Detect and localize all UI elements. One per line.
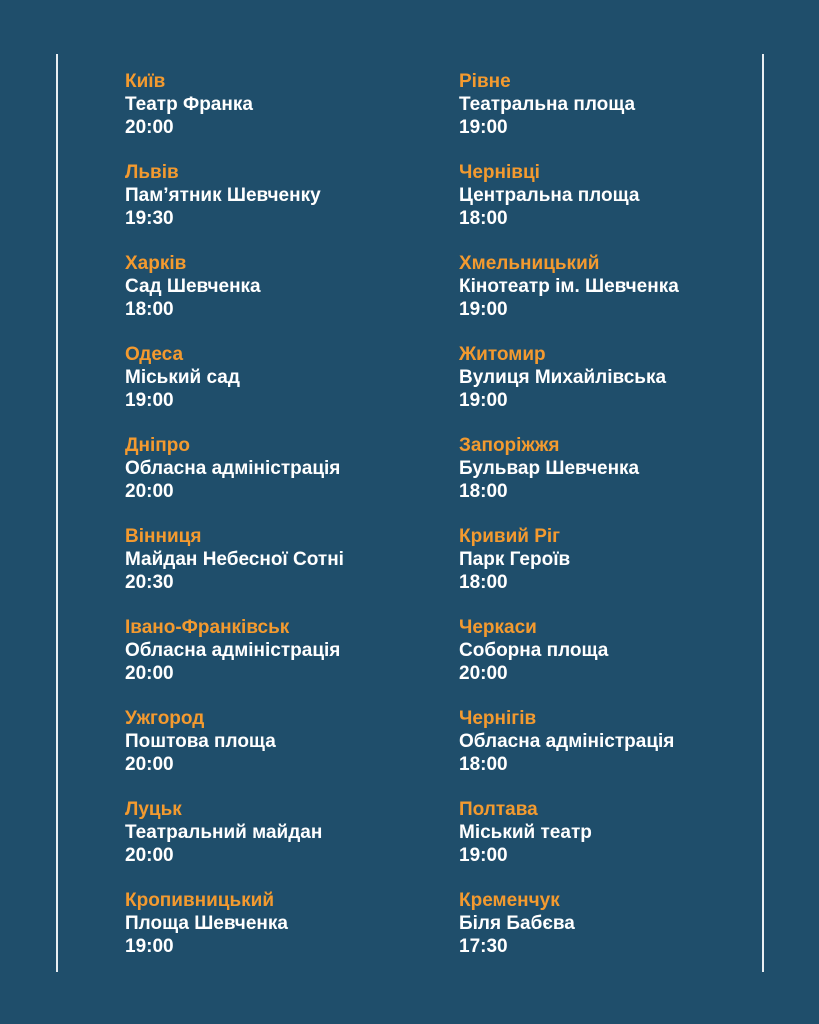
venue-name: Театральний майдан: [125, 822, 323, 843]
schedule-entry: [125, 252, 344, 343]
event-time: 20:00: [125, 481, 174, 502]
event-time: 20:00: [125, 117, 174, 138]
event-time: 19:00: [459, 845, 508, 866]
city-name: Рівне: [459, 71, 511, 92]
city-name: Кременчук: [459, 890, 560, 911]
city-name: Ужгород: [125, 708, 205, 729]
event-time: 18:00: [459, 208, 508, 229]
event-time: 18:00: [125, 299, 174, 320]
venue-name: Міський театр: [459, 822, 592, 843]
schedule-entry: [125, 161, 344, 252]
venue-name: Площа Шевченка: [125, 913, 288, 934]
venue-name: Сад Шевченка: [125, 276, 261, 297]
city-name: Полтава: [459, 799, 538, 820]
venue-name: Театр Франка: [125, 94, 253, 115]
schedule-entry: [459, 525, 679, 616]
city-name: Черкаси: [459, 617, 537, 638]
venue-name: Центральна площа: [459, 185, 640, 206]
city-name: Житомир: [459, 344, 546, 365]
schedule-entry: [459, 889, 679, 980]
event-time: 19:00: [459, 299, 508, 320]
event-time: 18:00: [459, 754, 508, 775]
city-name: Хмельницький: [459, 253, 600, 274]
venue-name: Пам’ятник Шевченку: [125, 185, 321, 206]
venue-name: Парк Героїв: [459, 549, 571, 570]
city-name: Одеса: [125, 344, 184, 365]
schedule-entry: [125, 707, 344, 798]
city-name: Вінниця: [125, 526, 202, 547]
left-schedule-column: [125, 70, 344, 980]
event-time: 19:00: [459, 117, 508, 138]
venue-name: Бульвар Шевченка: [459, 458, 640, 479]
event-time: 20:30: [125, 572, 174, 593]
city-name: Львів: [125, 162, 179, 183]
event-time: 19:00: [125, 936, 174, 957]
right-schedule-column: [459, 70, 679, 980]
event-time: 20:00: [125, 845, 174, 866]
schedule-entry: [125, 70, 344, 161]
schedule-entry: [459, 707, 679, 798]
city-name: Харків: [125, 253, 187, 274]
venue-name: Майдан Небесної Сотні: [125, 549, 344, 570]
schedule-entry: [459, 252, 679, 343]
event-time: 20:00: [125, 663, 174, 684]
schedule-entry: [459, 434, 679, 525]
schedule-entry: [459, 343, 679, 434]
city-name: Чернівці: [459, 162, 540, 183]
venue-name: Обласна адміністрація: [125, 458, 341, 479]
venue-name: Біля Бабєва: [459, 913, 575, 934]
schedule-entry: [459, 161, 679, 252]
city-name: Запоріжжя: [459, 435, 560, 456]
schedule-entry: [125, 525, 344, 616]
schedule-entry: [125, 434, 344, 525]
city-name: Івано-Франківськ: [125, 617, 290, 638]
venue-name: Поштова площа: [125, 731, 276, 752]
venue-name: Міський сад: [125, 367, 240, 388]
schedule-entry: [459, 798, 679, 889]
right-divider-line: [762, 54, 764, 972]
venue-name: Соборна площа: [459, 640, 609, 661]
city-name: Чернігів: [459, 708, 537, 729]
schedule-entry: [125, 889, 344, 980]
schedule-entry: [459, 616, 679, 707]
event-time: 18:00: [459, 572, 508, 593]
city-name: Київ: [125, 71, 166, 92]
schedule-entry: [459, 70, 679, 161]
city-name: Кривий Ріг: [459, 526, 561, 547]
venue-name: Кінотеатр ім. Шевченка: [459, 276, 679, 297]
event-time: 19:30: [125, 208, 174, 229]
city-name: Дніпро: [125, 435, 190, 456]
left-divider-line: [56, 54, 58, 972]
city-name: Луцьк: [125, 799, 182, 820]
schedule-entry: [125, 343, 344, 434]
city-name: Кропивницький: [125, 890, 275, 911]
event-time: 17:30: [459, 936, 508, 957]
schedule-entry: [125, 616, 344, 707]
event-time: 18:00: [459, 481, 508, 502]
event-time: 19:00: [125, 390, 174, 411]
venue-name: Вулиця Михайлівська: [459, 367, 667, 388]
event-time: 20:00: [459, 663, 508, 684]
schedule-entry: [125, 798, 344, 889]
event-time: 20:00: [125, 754, 174, 775]
venue-name: Обласна адміністрація: [125, 640, 341, 661]
venue-name: Обласна адміністрація: [459, 731, 675, 752]
event-time: 19:00: [459, 390, 508, 411]
venue-name: Театральна площа: [459, 94, 636, 115]
